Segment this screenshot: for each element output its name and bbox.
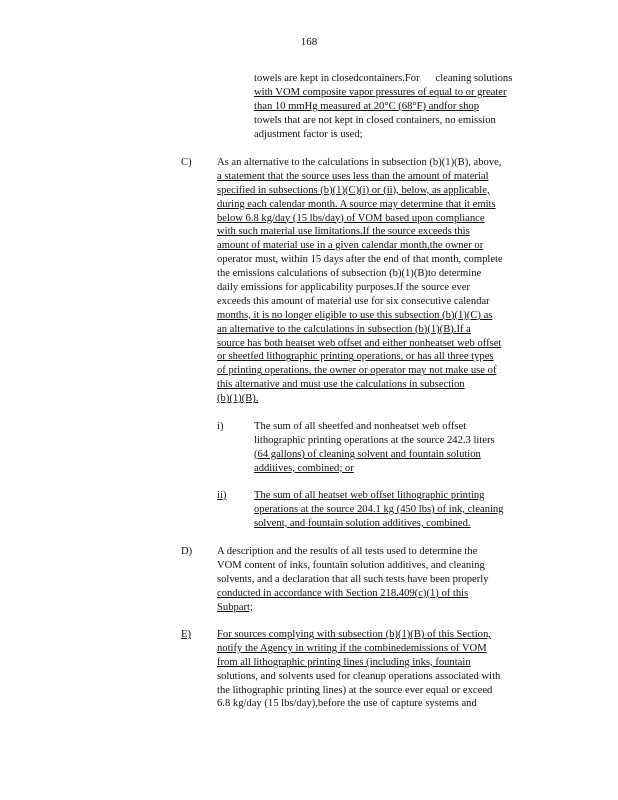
text-line: operator must, within 15 days after the end of that month, complete <box>217 254 503 266</box>
text-line: 6.8 kg/day (15 lbs/day),before the use of capture systems and <box>217 698 477 710</box>
text-line: with such material use limitations.If the source exceeds this <box>217 226 470 238</box>
text-line: solvents, and a declaration that all such tests have been properly <box>217 573 489 585</box>
section-c-i-paragraph <box>254 420 544 476</box>
text-line: The sum of all heatset web offset lithographic printing <box>254 490 485 501</box>
text-line: an alternative to the calculations in subsection (b)(1)(B).If a <box>217 323 471 335</box>
text-line: For sources complying with subsection (b)(1)(B) of this Section, <box>217 629 491 640</box>
text-line: (b)(1)(B). <box>217 393 259 405</box>
text-line: below 6.8 kg/day (15 lbs/day) of VOM based upon compliance <box>217 212 485 224</box>
section-c-ii-paragraph <box>254 489 544 531</box>
text-line: this alternative and must use the calculations in subsection <box>217 379 465 391</box>
text-line: during each calendar month. A source may determine that it emits <box>217 198 496 210</box>
text-line: A description and the results of all tests used to determine the <box>217 546 478 557</box>
text-line: lithographic printing operations at the source 242.3 liters <box>254 434 495 446</box>
section-c-i-marker: i) <box>217 421 224 432</box>
text-line: specified in subsections (b)(1)(C)(i) or (ii), below, as applicable, <box>217 184 490 196</box>
text-line: the emissions calculations of subsection (b)(1)(B)to determine <box>217 268 482 280</box>
section-e-marker: E) <box>181 629 191 640</box>
section-d-marker: D) <box>181 546 193 557</box>
text-line: operations at the source 204.1 kg (450 lbs) of ink, cleaning <box>254 503 504 515</box>
text-line: conducted in accordance with Section 218.409(c)(1) of this <box>217 587 469 599</box>
text-line: The sum of all sheetfed and nonheatset web offset <box>254 421 467 432</box>
section-e-paragraph <box>217 628 547 711</box>
text-line: months, it is no longer eligible to use this subsection (b)(1)(C) as <box>217 309 493 321</box>
text-line: Subpart; <box>217 601 253 613</box>
text-line: source has both heatset web offset and either nonheatset web offset <box>217 337 502 349</box>
text-line: As an alternative to the calculations in subsection (b)(1)(B), above, <box>217 157 502 168</box>
text-line: amount of material use in a given calendar month,the owner or <box>217 240 484 252</box>
text-line: from all lithographic printing lines (including inks, fountain <box>217 656 471 668</box>
text-line: a statement that the source uses less than the amount of material <box>217 170 489 182</box>
text-line: or sheetfed lithographic printing operations, or has all three types <box>217 351 494 363</box>
section-c-ii-marker: ii) <box>217 490 227 501</box>
continuation-paragraph <box>254 72 554 141</box>
text-line: than 10 mmHg measured at 20°C (68°F) andfor shop <box>254 100 480 112</box>
section-c-marker: C) <box>181 157 192 168</box>
text-line: solutions, and solvents used for cleanup operations associated with <box>217 670 501 682</box>
section-d-paragraph <box>217 545 547 614</box>
text-line: notify the Agency in writing if the combinedemissions of VOM <box>217 642 487 654</box>
text-line: with VOM composite vapor pressures of equal to or greater <box>254 86 507 98</box>
text-line: the lithographic printing lines) at the source ever equal or exceed <box>217 684 493 696</box>
text-line: adjustment factor is used; <box>254 128 363 140</box>
section-c-paragraph <box>217 156 547 406</box>
text-line: daily emissions for applicability purposes.If the source ever <box>217 282 471 294</box>
text-line: solvent, and fountain solution additives, combined. <box>254 517 471 529</box>
text-line: of printing operations, the owner or operator may not make use of <box>217 365 497 377</box>
text-line: additives, combined; or <box>254 462 354 474</box>
text-line: (64 gallons) of cleaning solvent and fountain solution <box>254 448 481 460</box>
text-line: VOM content of inks, fountain solution additives, and cleaning <box>217 559 485 571</box>
text-line: towels that are not kept in closed containers, no emission <box>254 114 496 126</box>
text-line: towels are kept in closedcontainers.For cleaning solutions <box>254 73 513 84</box>
page-number: 168 <box>300 36 318 48</box>
text-line: exceeds this amount of material use for six consecutive calendar <box>217 295 490 307</box>
